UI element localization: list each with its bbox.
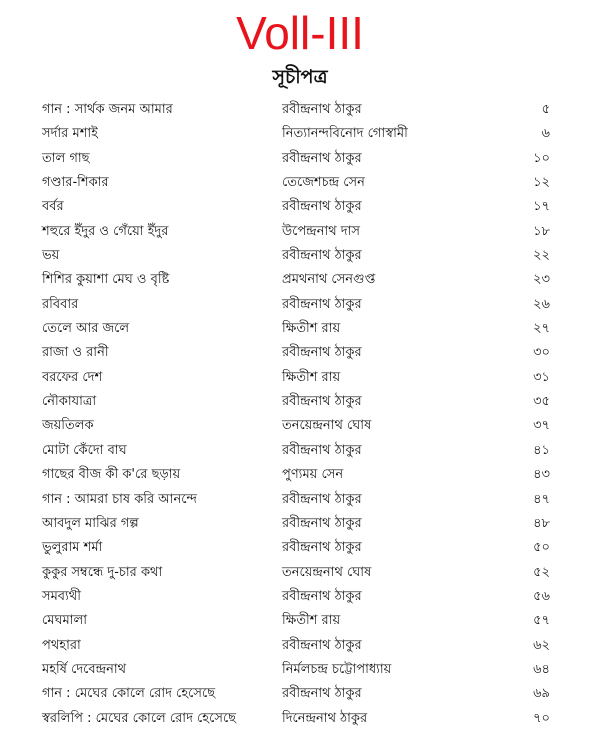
- entry-title: গান : মেঘের কোলে রোদ হেসেছে: [42, 686, 216, 702]
- entry-title: শিশির কুয়াশা মেঘ ও বৃষ্টি: [42, 272, 170, 288]
- entry-author: পুণ্যময় সেন: [282, 467, 344, 483]
- entry-page: ৫৬: [533, 588, 550, 604]
- entry-title: ভুলুরাম শর্মা: [42, 540, 103, 556]
- contents-heading: সূচীপত্র: [272, 66, 328, 88]
- toc-entry: [0, 561, 600, 585]
- entry-page: ৬২: [533, 637, 550, 653]
- entry-author: রবীন্দ্রনাথ ঠাকুর: [282, 515, 362, 531]
- entry-author: রবীন্দ্রনাথ ঠাকুর: [282, 102, 362, 117]
- toc-entry: [0, 414, 600, 438]
- entry-author: রবীন্দ্রনাথ ঠাকুর: [282, 345, 362, 361]
- toc-entry: [0, 439, 600, 463]
- entry-title: গান : আমরা চাষ করি আনন্দে: [42, 491, 197, 507]
- toc-entry: [0, 658, 600, 682]
- entry-page: ২৭: [533, 321, 550, 337]
- toc-entry: [0, 512, 600, 536]
- entry-page: ১০: [533, 150, 550, 166]
- entry-title: গণ্ডার-শিকার: [42, 175, 109, 191]
- entry-title: কুকুর সম্বন্ধে দু-চার কথা: [42, 564, 163, 580]
- entry-title: রাজা ও রানী: [42, 345, 109, 361]
- entry-title: তেলে আর জলে: [42, 321, 130, 337]
- toc-entry: [0, 609, 600, 633]
- entry-page: ২৬: [533, 296, 550, 312]
- entry-page: ৪৩: [533, 467, 550, 483]
- entry-page: ৬৯: [533, 686, 550, 702]
- entry-author: তেজেশচন্দ্র সেন: [282, 175, 365, 191]
- entry-author: নিত্যানন্দবিনোদ গোস্বামী: [282, 126, 408, 142]
- entry-title: নৌকাযাত্রা: [42, 394, 97, 410]
- entry-author: রবীন্দ্রনাথ ঠাকুর: [282, 199, 362, 215]
- entry-author: রবীন্দ্রনাথ ঠাকুর: [282, 540, 362, 556]
- toc-entry: [0, 536, 600, 560]
- toc-entry: [0, 98, 600, 122]
- toc-entry: [0, 195, 600, 219]
- entry-title: জয়তিলক: [42, 418, 94, 434]
- entry-page: ৭০: [533, 710, 550, 726]
- toc-entry: [0, 171, 600, 195]
- entry-page: ৩০: [533, 345, 550, 361]
- entry-page: ৪৭: [533, 491, 550, 507]
- toc-entry: [0, 634, 600, 658]
- entry-author: ক্ষিতীশ রায়: [282, 321, 341, 337]
- toc-entry: [0, 244, 600, 268]
- entry-title: গান : সার্থক জনম আমার: [42, 102, 173, 117]
- entry-title: স্বরলিপি : মেঘের কোলে রোদ হেসেছে: [42, 710, 237, 726]
- toc-entry: [0, 268, 600, 292]
- entry-page: ৩৫: [533, 394, 550, 410]
- entry-author: রবীন্দ্রনাথ ঠাকুর: [282, 394, 362, 410]
- entry-author: রবীন্দ্রনাথ ঠাকুর: [282, 150, 362, 166]
- entry-page: ১৭: [533, 199, 550, 215]
- entry-author: রবীন্দ্রনাথ ঠাকুর: [282, 588, 362, 604]
- entry-author: রবীন্দ্রনাথ ঠাকুর: [282, 442, 362, 458]
- entry-title: মোটা কেঁদো বাঘ: [42, 442, 127, 458]
- entry-page: ৫০: [533, 540, 550, 556]
- entry-page: ২২: [533, 248, 550, 264]
- toc-entry: [0, 682, 600, 706]
- toc-entry: [0, 220, 600, 244]
- entry-page: ৪৮: [533, 515, 550, 531]
- entry-author: উপেন্দ্রনাথ দাস: [282, 223, 360, 239]
- toc-entry: [0, 147, 600, 171]
- entry-author: রবীন্দ্রনাথ ঠাকুর: [282, 637, 362, 653]
- entry-title: বর্বর: [42, 199, 64, 215]
- entry-author: তনয়েন্দ্রনাথ ঘোষ: [282, 564, 372, 580]
- entry-title: বরফের দেশ: [42, 369, 103, 385]
- entry-page: ৫২: [533, 564, 550, 580]
- entry-page: ৬৪: [533, 661, 550, 677]
- toc-entry: [0, 390, 600, 414]
- entry-author: রবীন্দ্রনাথ ঠাকুর: [282, 686, 362, 702]
- toc-entry: [0, 317, 600, 341]
- toc-entry: [0, 463, 600, 487]
- entry-author: রবীন্দ্রনাথ ঠাকুর: [282, 296, 362, 312]
- entry-title: মহর্ষি দেবেন্দ্রনাথ: [42, 661, 127, 677]
- entry-author: ক্ষিতীশ রায়: [282, 369, 341, 385]
- entry-title: রবিবার: [42, 296, 79, 312]
- entry-title: গাছের বীজ কী ক'রে ছড়ায়: [42, 467, 181, 483]
- entry-title: তাল গাছ: [42, 150, 90, 166]
- entry-author: ক্ষিতীশ রায়: [282, 613, 341, 629]
- entry-author: রবীন্দ্রনাথ ঠাকুর: [282, 491, 362, 507]
- entry-page: ১২: [533, 175, 550, 191]
- entry-author: নির্মলচন্দ্র চট্টোপাধ্যায়: [282, 661, 392, 677]
- toc-entry: [0, 293, 600, 317]
- entry-page: ৫: [541, 102, 550, 117]
- entry-title: ভয়: [42, 248, 60, 264]
- entry-title: মেঘমালা: [42, 613, 87, 629]
- toc-entry: [0, 122, 600, 146]
- entry-author: তনয়েন্দ্রনাথ ঘোষ: [282, 418, 372, 434]
- toc-entry: [0, 585, 600, 609]
- toc-entry: [0, 366, 600, 390]
- entry-title: শহুরে ইঁদুর ও গেঁয়ো ইঁদুর: [42, 223, 169, 239]
- entry-title: পথহারা: [42, 637, 81, 653]
- toc-entry: [0, 488, 600, 512]
- entry-page: ১৮: [533, 223, 550, 239]
- entry-title: সর্দার মশাই: [42, 126, 98, 142]
- toc-entry: [0, 341, 600, 365]
- entry-author: প্রমথনাথ সেনগুপ্ত: [282, 272, 376, 288]
- table-of-contents: [0, 98, 600, 731]
- entry-author: দিনেন্দ্রনাথ ঠাকুর: [282, 710, 368, 726]
- entry-title: আবদুল মাঝির গল্প: [42, 515, 139, 531]
- entry-page: ৩১: [533, 369, 550, 385]
- toc-entry: [0, 707, 600, 731]
- entry-author: রবীন্দ্রনাথ ঠাকুর: [282, 248, 362, 264]
- entry-title: সমব্যথী: [42, 588, 81, 604]
- volume-title: Voll-III: [236, 7, 364, 59]
- entry-page: ৫৭: [533, 613, 550, 629]
- entry-page: ৬: [541, 126, 550, 142]
- entry-page: ৪১: [533, 442, 550, 458]
- entry-page: ৩৭: [533, 418, 550, 434]
- entry-page: ২৩: [533, 272, 550, 288]
